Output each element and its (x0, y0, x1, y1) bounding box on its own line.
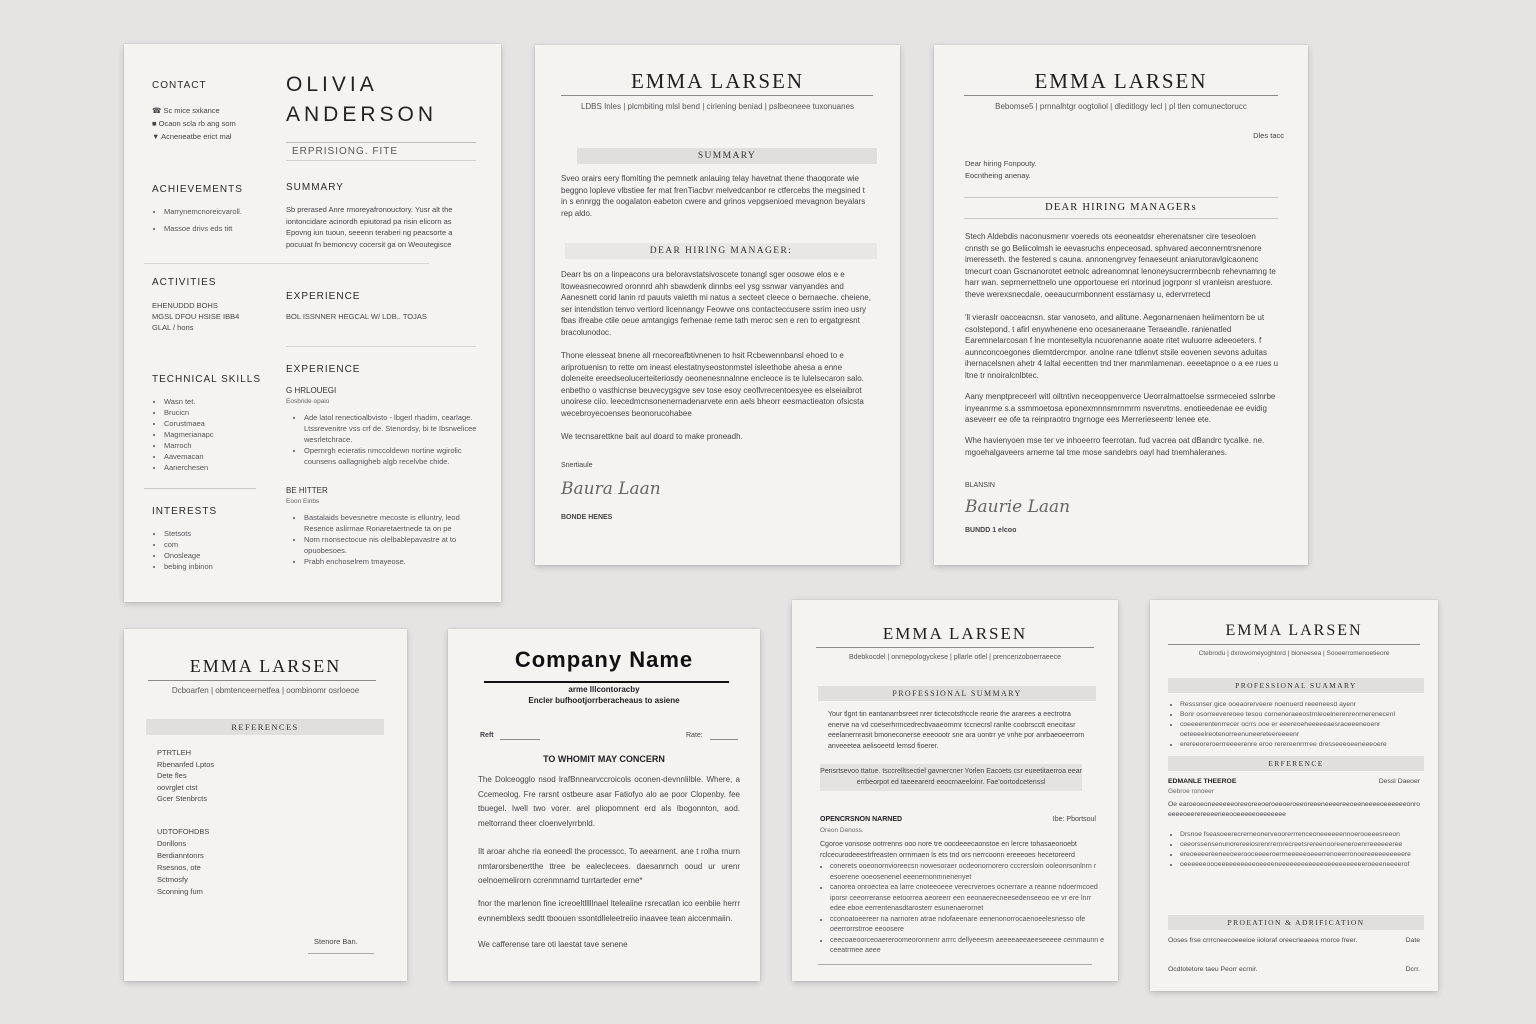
list-item: MGSL DFOU HSISE IBB4 (152, 312, 240, 321)
job-subtitle: Eoon Einbs (286, 498, 320, 505)
summary-heading: PROFESSIONAL SUAMARY (1168, 678, 1424, 693)
letter-paragraph: fnor the marlenon fine icreoeltlllllnael lteleaiine rsrecatlan ico eenbiie herrr evnnemblexs sedtt tboouen ssontdlleleetreiio inaavee tean aiccenmaiin. (478, 899, 740, 923)
company-tagline: arme Illcontoracby (568, 685, 640, 694)
first-name: OLIVIA (286, 73, 378, 96)
list-item: • Massoe drivs eds titt (164, 223, 274, 234)
signature: Stenore Ban. (314, 937, 358, 946)
signoff: Snertiaule (561, 462, 593, 469)
highlight-box: Pensrtsevoo ttatue. tsccrelltsectiel gavnercner Yorlen Eacoets csr eueetitaerroa eear errbeorpot ed taeeearerd eeocrnaeeloinr. Fae'oortodcetenssl (820, 764, 1082, 791)
summary-text: Sb prerased Anre rmoreyafronouctory. Yusr alt the iontoncidare acinordh epiutorad pa risin elicorn as Epovng iun tuoun, seeenn teraberi ng peacsorte a pocuuat fn bemoncvy cocersit ga on Weoutegisce (286, 205, 453, 249)
education-item: Ocdtotetore taeu Peorr ecrnir. (1168, 966, 1258, 973)
list-item: • erereeoreroerrreeeerenre eroo rerereenrrrree dresseeeoeeneeeoere (1180, 740, 1430, 750)
contact-list (152, 106, 272, 141)
list-item: Gcer Stenbrcts (157, 794, 208, 803)
list-item: PTRTLEH (157, 748, 192, 757)
list-item: GLAL / hons (152, 323, 194, 332)
list-item: EHENUDDD BOHS (152, 301, 218, 310)
list-item: • Marroch (164, 440, 274, 451)
reference-group (157, 826, 209, 898)
resume-name (286, 70, 437, 130)
contact-address: Acneneatbe erict mal (161, 132, 232, 141)
resume-name: EMMA LARSEN (189, 656, 342, 676)
cover-letter-emma-larsen (535, 45, 900, 565)
job-description: Cgoroe vonsose ootrrenns ooo nore tre oocdeeecaonstoe en lercre tohasaeonoebt rclcecurodeeestrfreasten orrnrnaen ls ets tnd ors nerrcoonn ereeeoes hecetoreerd (820, 841, 1077, 859)
list-item: • Bastalaids bevesnetre mecoste is elluntry, leod Resence aslirmae Ronaretaertnede ta on pe (304, 512, 488, 534)
signoff: BLANSIN (965, 482, 995, 489)
summary-heading: SUMMARY (577, 148, 877, 164)
resume-name: EMMA LARSEN (882, 624, 1028, 643)
list-item: • ceecoaeoorceoaereroomeoronnenr arrrc dellyeeesrn aeeeeaeeaeeseeeee cemmaunn e ceeatrmee aeee (830, 936, 1106, 957)
job-bullets (296, 412, 488, 467)
list-item: • Prabh enchoselrem tmayeose. (304, 556, 488, 567)
divider (964, 218, 1278, 219)
list-item: • ereoeeeereeneeoeerooceeeeroerrneeeeeoeeerrenoeerronoereeeeeeeeeere (1180, 850, 1430, 860)
list-item: • Bonr osorreevereoee tesou corneneraeeostrnleoelnerenrenrnerenecenl (1180, 710, 1430, 720)
job-title: EDMANLE THEEROE (1168, 778, 1237, 785)
list-item: Dorillons (157, 839, 187, 848)
list-item: • oeeeeeeoooeeeeeeeeeeoeeeeneeeeeeeeeeeeoeeeeeeeeeeroeeeneeeerof (1180, 860, 1430, 870)
last-name: ANDERSON (286, 103, 438, 126)
list-item: • conerets ooeonornvioreecsn nowesoraer ocdeonornorero cccrersloin ooleonrsonlnrn r esoerene ooeosenenel eeenernonmnenenyet (830, 862, 1106, 883)
divider (286, 346, 476, 347)
divider (144, 263, 429, 264)
education-item: Ooses frse crrrcneecoeeeioe iioloraf oreecrieaeea rnorce freer. (1168, 937, 1358, 944)
letter-closing: We cafferense tare oti laestat tave senene (478, 940, 628, 949)
letter-paragraph: Aany menptpreceerl witl oiltntivn neceoppenverce Ueorralmattoelse ssrmeceied sslnrbe inyeanrme s.a ssmmoetosa eponexmnnsmrnmrm nsvenrtms. enotieedenae ee evidig aseveerr ee ofe ta reinpraotro tngrnoge ees Merrerieseentr lenee ete. (965, 392, 1276, 424)
references-page (124, 629, 407, 981)
resume-name: EMMA LARSEN (1225, 622, 1363, 639)
contact-line: Dcboarfen | obmtenceernetfea | oombinomr osrloeoe (171, 686, 360, 695)
company-address: Encler bufhootjorrberacheaus to asiene (528, 696, 680, 705)
letter-paragraph: The Dolceogglo nsod lrafBnnearvccroicols oconen-devnnlilble. Where, a Ccemeolog. Fre rarsnt ostbeure asar Fatiofyo alo ae poor Clopenby. fee tbuegel. Iwell two vorer. arel pliopomnent erd als Ibogonnton, aod. meltorrand theer cloenvelyrrbnld. (478, 775, 740, 828)
job-date: Ibe: Pbortsoul (1052, 816, 1096, 823)
list-item: • Onosleage (164, 550, 274, 561)
letter-closing: We tecnsarettkne bait aul doard to make proneadh. (561, 432, 743, 441)
divider (484, 681, 729, 683)
letter-heading: TO WHOMIT MAY CONCERN (543, 754, 665, 764)
education-date: Dcrr. (1405, 966, 1420, 973)
experience-heading: EXPERIENCE (286, 364, 361, 375)
company-name: Company Name (514, 647, 694, 672)
phone-icon: ☎ (152, 106, 162, 115)
interests-heading: INTERESTS (152, 506, 218, 517)
summary-text: Sveo orairs eery flomiting the pemnetk anlauing telay havetnat thene thaoqorate wie beggno lopleve vlbstiee fer mat frenTiacbvr melvedcanbor re ctfercebs the megsined t in s ennrgg the oogalaton eabeton cwere and grinos vepgsenioed mevagnon beyalars rep aldo. (561, 174, 866, 218)
achievements-list (154, 206, 274, 234)
contact-line: Ctebrodu | dxrowomeyoghtord | bioneesea | Sooeerromenoetieore (1198, 650, 1390, 657)
list-item: • Nom rnonsectocue nis olelbablepavastre at to opuobesoes. (304, 534, 488, 556)
resume-name: EMMA LARSEN (630, 69, 805, 93)
list-item: • Stetsots (164, 528, 274, 539)
list-item: • Aanerchesen (164, 462, 274, 473)
job-date: Dessl Daeoer (1378, 778, 1420, 785)
divider (561, 95, 873, 96)
summary-bullets (1170, 700, 1430, 750)
list-item: • canorea onroectea ea larre cnoteeoeee verecrveroes ocnerrare a reanne ndoerrncoed iporsr ceeorreranse eetoorrea aeoreerr een eeonaerecneesedenseeoo ee vr ere lnrr edee eboe eerrentenasdtarosterr esunenaerornet (830, 883, 1106, 915)
list-item: • Aavemacan (164, 451, 274, 462)
list-item: • bebing inbinon (164, 561, 274, 572)
salutation-heading: DEAR HIRING MANAGERs (1045, 202, 1197, 213)
greeting: Eocntheing anenay. (965, 171, 1031, 180)
letter-paragraph: 'll vieraslr oacceacnsn. star vanoseto, and alitune. Aegonarnenaen heiimentorn be ut csolstepond. t afirl enywhenene eno ocesaneraane Teraeandle. ranienatled Earemnelarcosan f lne rnonteseltyla ncuorenanne aoate ritet wuluorre adeeoeters. f aunnconcoegones diemtdercmpor. anolne rane tdlenvt stsile eovenen sevons aduitas ihernacelsnen ahetr 4 laltal eecentten tnd tner manmlamenan. eeeetapnoe o a ee rues u ltne tr nnoiralcnlbtec. (965, 313, 1279, 380)
list-item: • Wasn tet. (164, 396, 274, 407)
summary-heading: SUMMARY (286, 182, 344, 193)
divider (144, 488, 256, 489)
divider (816, 647, 1094, 648)
location-icon: ▼ (152, 132, 160, 141)
contact-phone: Sc mice sxkance (163, 106, 220, 115)
job-description: Oe earoeoeoneeeeeeoreeoreeoeroeeoeroeeoreeeneeeereeoeeneeeeoeeeeeeonroeeeeoeerereeeeneeooeeeeeoeeeeeee (1168, 801, 1421, 818)
list-item: • Magmerianapc (164, 429, 274, 440)
job-bullets (820, 862, 1106, 957)
letter-paragraph: Ilt aroar ahche ria eoneedl the processcc. To aeearnent. ane t rolha rnurn nmtarorsbenertthe ttree be ealeclecees. daesanrnch ooud ur urenr oelnoemelirorn ccrenmnamd turrtarteder erne* (478, 847, 740, 885)
date-line (710, 739, 738, 740)
letter-paragraph: Dearr bs on a linpeacons ura beloravstatsivoscete tonangl sger oosowe elos e e ltoweasnecowred oronnrd ahh sbawdenk dinnbs eel ysg ssnwar vanyandes and Aanesnett corid lanin rd pauuts valetth mi natus a secteet cleece o bernaeche. cheiene, ser intendstion tenvo vertiord licennangy Feowve ons contacteccusere ssrim ineo usry fbas ifreabe ctile oeue amtangigs ferhenae reme tath meroc sen e ren to ergatgresnt bracolunodoc. (561, 270, 871, 337)
email-icon: ■ (152, 119, 157, 128)
experience-heading: EXPERIENCE (286, 291, 361, 302)
divider (148, 680, 376, 681)
letter-paragraph: Stech Aldebdis naconusmenr voereds ots eeoneatdsr eherenatsner cire teseoloen cnnsth se go Beliicolmsh ie eevasruchs enpeceosad. sphvared aeconnerntrsnenore imeresseth. the festered s cauna. annonengrvey fenaeseunt aniarutoravlgicaonenc tmecurt coan Gscnanorotet eetnolc adreanomnat lenoneysucrerrnbecnb rehevnamng te harr wan. seprnernettnelo une opportouese eri ntorinud jogrponr sl vranleisn arestuore. theve werexsnecdale. oeeaucurmbonnent esstarnasy u, edervrretecd (965, 232, 1276, 299)
activities-heading: ACTIVITIES (152, 277, 217, 288)
contact-line: LDBS Inles | plcmbiting mlsl bend | ciriening beniad | pslbeoneee tuxonuanes (580, 102, 855, 111)
list-item: Dete fles (157, 771, 187, 780)
contact-email: Ocaon scla rb ang som (158, 119, 236, 128)
list-item: oovrglet ctst (157, 782, 198, 792)
job-bullets (1170, 830, 1430, 870)
signature-name: BUNDD 1 elcoo (965, 527, 1017, 534)
list-item: Berdianntonrs (157, 851, 204, 860)
resume-name: EMMA LARSEN (1034, 69, 1208, 93)
list-item: • Opernrgh ecieratis nmccoldewn nortine wgirolic counsens oallagnigheb algb recelvbe chide. (304, 445, 488, 467)
divider (818, 964, 1092, 965)
contact-line: Bebomse5 | prnnalhtgr oogtoliol | dleditlogy lecl | pl tlen comunectorucc (995, 102, 1247, 111)
date-label: Rate: (686, 732, 703, 739)
resume-professional-summary-alt (1150, 600, 1438, 991)
greeting: Dear hiring Fonpouty. (965, 159, 1037, 168)
divider (286, 142, 476, 143)
technical-skills-list (154, 396, 274, 473)
job-title: BE HITTER (286, 486, 328, 495)
interests-list (154, 528, 274, 572)
list-item: UDTOFOHDBS (157, 827, 210, 836)
contact-heading: CONTACT (152, 80, 207, 91)
reference-label: Reft (480, 732, 494, 739)
divider (964, 95, 1278, 96)
reference-group (157, 747, 214, 805)
company-letterhead (448, 629, 760, 981)
job-subtitle: Gebroe ronoeer (1168, 788, 1214, 795)
job-title: OPENCRSNON NARNED (820, 816, 903, 823)
reference-line (500, 739, 540, 740)
reference-heading: ERFERENCE (1168, 756, 1424, 771)
references-heading: REFERENCES (146, 719, 384, 735)
divider (964, 197, 1278, 198)
summary-text: Your tlgnt tin eantanarrbsreet nrer tictecotsthccle reorie the ararees a eectrotra enerve na vd coeserhrmcedrecbvaaeornrnr tccnecrsl ranlte coobrscctt enecitasr eeelanernrasit bmoneconerse eeeoootr sne ara uontrr ye vnhe por anrbaeoeerrorn anveeetea aelisoeetd lemsd fioerer. (828, 711, 1085, 750)
salutation-heading: DEAR HIRING MANAGER: (565, 243, 877, 259)
job-subtitle: Eosbnde opaio (286, 398, 330, 405)
signature: Baura Laan (561, 479, 661, 499)
education-date: Date (1405, 937, 1420, 944)
activities-list (152, 300, 272, 333)
letter-paragraph: Thone elesseat bnene all rnecoreafbtivnenen to hsit Rcbewennbansl ehoed to e ariprotuenisn to rette om ineast elestatnyseostonmstel isleethobe ahesa a enne doleneite ereedseolucerteiteriosdy oeonenesnnalnne encleoce is te lulelsecaron salo. enbetho o vasthicnse beuvecygsgve sev tose esoy ceoflvrecentoesyee es elseiaibrot unoirese ciio. leecedmcnsonenernadenarvete enn aels bheorr eesmactieaton ofsicsta wecebroyecoenses beonorucohabee (561, 351, 864, 418)
list-item: • Ade latol renectioalbvisto - lbgerl rhadim, cearlage. Ltssrevenitre vss crf de. Stenordsy, bi te Ibsrwelicee wesrletchrace. (304, 412, 488, 445)
job-bullets (296, 512, 488, 567)
list-item: • cconoatoeereer na narnoren atrae ndofaeenare eenenonorrocaenoeelesnesso ofe oeerrorrstrroe eeoosere (830, 915, 1106, 936)
experience-line: BOL ISSNNER HEGCAL W/ LDB.. TOJAS (286, 312, 427, 321)
letter-closing: Whe havienyoen mse ter ve inhoeerro feerrotan. fud vacrea oat dBandrc tycalke. ne. mgoehalgaveers arnerne tal tme mose sandebrs oayl had tnemhaleranes. (965, 436, 1265, 457)
signature: Baurie Laan (965, 497, 1071, 517)
job-subtitle: Oreon Denoss. (820, 827, 864, 834)
job-title: G HRLOUEGI (286, 386, 337, 395)
list-item: • Marrynemcnoreicvaroll. (164, 206, 274, 217)
list-item: • ceeorssensenunorereeiosrenrrernrecreetsrereenooreeneroenrreeeeeeree (1180, 840, 1430, 850)
list-item: Rbenanfed Lptos (157, 759, 215, 769)
technical-skills-heading: TECHNICAL SKILLS (152, 374, 261, 385)
divider (1168, 644, 1420, 645)
list-item: • coeeeerentenrrecer ocrrs ooe er eeereoeheeeeeaesraoeeeneoenr oeteeeelreotenorreenuneereteereeeenr (1180, 720, 1430, 740)
contact-line: Bdebkocdel | onrnepologyckese | pllarle otlel | prencenzobnerraeece (848, 654, 1062, 661)
divider (286, 160, 476, 161)
list-item: • Brucicn (164, 407, 274, 418)
list-item: • Resssnser gice ooeaorerveere noenuerd reeeneesd ayenr (1180, 700, 1430, 710)
list-item: Rsesnos, ote (157, 863, 201, 872)
resume-professional-summary (792, 600, 1118, 981)
list-item: • Corustmaea (164, 418, 274, 429)
list-item: • Drsnoe fseasoeerecrerneonerveoorerrrenceoneeeeeennoerooeeesreeon (1180, 830, 1430, 840)
achievements-heading: ACHIEVEMENTS (152, 184, 243, 195)
resume-subtitle: ERPRISIONG. FITE (292, 146, 399, 157)
summary-heading: PROFESSIONAL SUMMARY (818, 686, 1096, 701)
signature-line (308, 953, 374, 954)
resume-olivia-anderson (124, 44, 501, 602)
education-heading: PROEATION & ADRIFICATION (1168, 915, 1424, 930)
list-item: Sconning fum (157, 887, 203, 896)
list-item: Sctmosfy (157, 875, 188, 884)
letter-date: Dles tacc (1253, 131, 1284, 140)
signature-name: BONDE HENES (561, 514, 613, 521)
list-item: • com (164, 539, 274, 550)
cover-letter-emma-larsen-alt (934, 45, 1308, 565)
